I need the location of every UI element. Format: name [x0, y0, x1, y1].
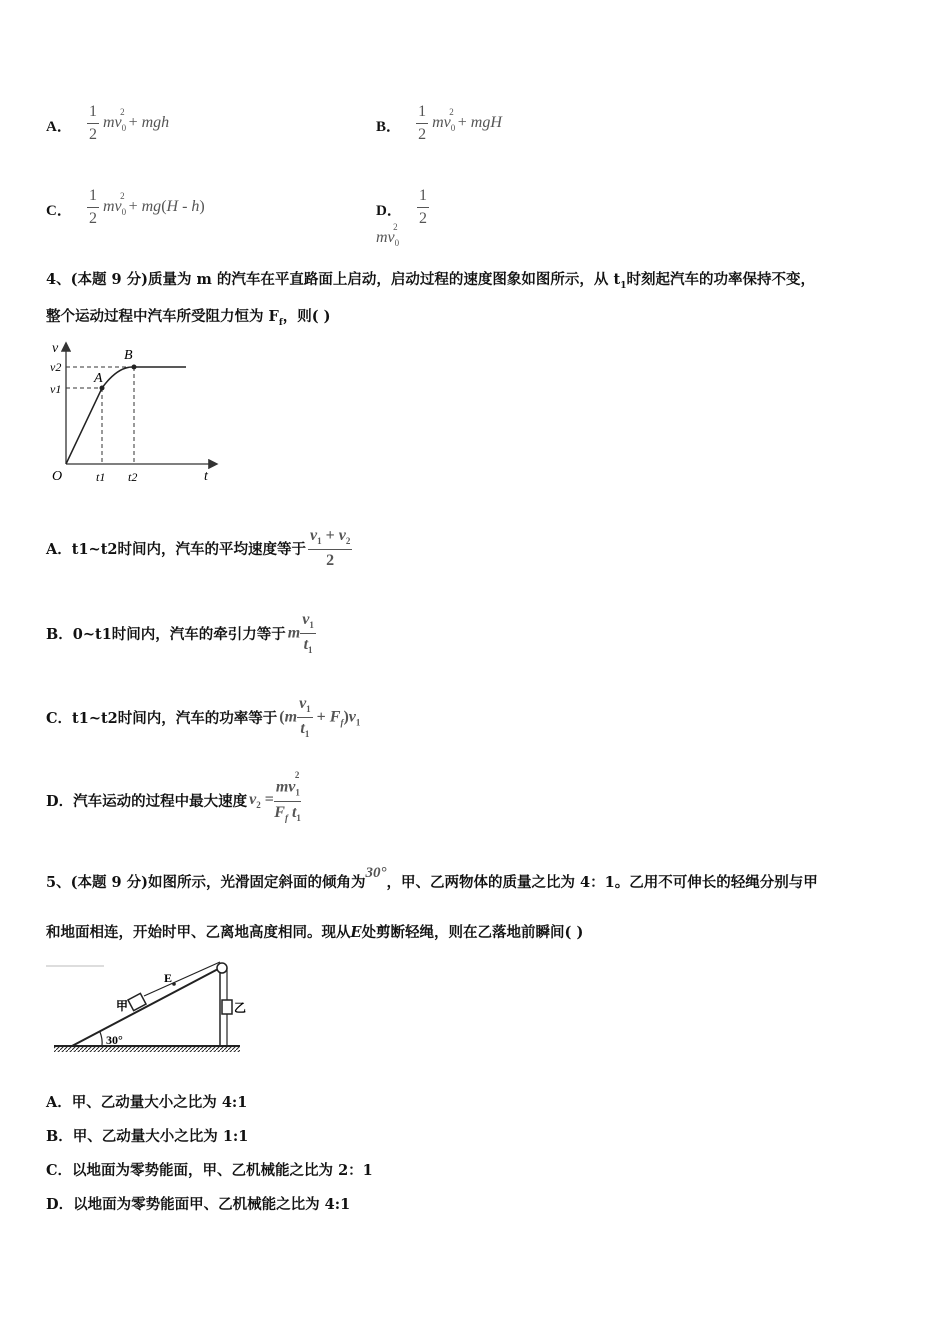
q4-stem-text-3: 整个运动过程中汽车所受阻力恒为 F — [46, 308, 279, 325]
q4-option-a-expr: $\frac{v_1 + v_2}{2}$ — [310, 527, 351, 570]
q3-option-a-expr: $\frac{1}{2}$ $mv_0^2$ + mgh — [88, 103, 170, 143]
q4-option-a[interactable] — [46, 528, 352, 569]
label-yi: 乙 — [234, 1001, 247, 1015]
q4-stem-sub-2: f — [278, 317, 283, 328]
y-axis-label: v — [52, 341, 59, 356]
q3-option-d-expr: $\frac{1}{2}$ $mv_0^2$ — [376, 187, 427, 249]
option-label: A． — [46, 1094, 72, 1111]
q5-option-c[interactable] — [46, 1159, 373, 1180]
q5-option-c-text: 以地面为零势能面，甲、乙机械能之比为 2：1 — [72, 1162, 373, 1179]
q5-option-d[interactable] — [46, 1193, 350, 1214]
q4-stem-text-4: ，则( ) — [282, 308, 331, 325]
q5-option-b-text: 甲、乙动量大小之比为 1:1 — [72, 1128, 249, 1145]
label-jia: 甲 — [116, 999, 129, 1013]
q5-incline-figure — [44, 958, 260, 1058]
q5-option-b[interactable] — [46, 1125, 248, 1146]
q4-option-a-text: t1~t2时间内，汽车的平均速度等于 — [71, 541, 306, 559]
q5-option-a-text: 甲、乙动量大小之比为 4:1 — [71, 1094, 248, 1111]
q5-stem-line2 — [46, 923, 583, 943]
q4-option-d-expr: $v_2$ = $\frac{mv_1^2}{F_f t_1}$ — [249, 770, 301, 823]
point-b-dot — [132, 365, 137, 370]
q5-stem-e: E — [350, 924, 362, 941]
option-label: A． — [46, 541, 72, 559]
point-a-label: A — [94, 371, 103, 386]
q4-vt-graph — [40, 336, 230, 488]
pulley — [217, 963, 227, 973]
point-e-dot — [172, 982, 176, 986]
option-label: D． — [46, 1196, 74, 1213]
q4-option-d[interactable] — [46, 770, 301, 823]
v2-label: v2 — [50, 360, 62, 374]
option-label: B． — [376, 119, 402, 136]
point-a-dot — [100, 386, 105, 391]
option-label: D． — [376, 203, 402, 220]
q4-stem-line1 — [46, 270, 815, 296]
q5-option-a[interactable] — [46, 1091, 247, 1112]
option-label: C． — [46, 203, 72, 220]
q4-option-d-text: 汽车运动的过程中最大速度 — [73, 792, 248, 810]
velocity-curve — [66, 367, 186, 464]
q4-stem-text: 4、(本题 9 分)质量为 m 的汽车在平直路面上启动，启动过程的速度图象如图所示，从 t — [46, 271, 621, 288]
option-label: C． — [46, 1162, 73, 1179]
q5-angle: 30° — [365, 865, 387, 881]
q3-option-b[interactable] — [376, 104, 502, 143]
option-label: D． — [46, 792, 74, 810]
x-axis-label: t — [204, 469, 208, 484]
origin-label: O — [52, 469, 63, 484]
option-label: A． — [46, 119, 72, 136]
q4-option-b-expr: m $\frac{v_1}{t_1}$ — [287, 611, 314, 656]
incline-surface — [72, 968, 220, 1046]
q4-option-b-text: 0~t1时间内，汽车的牵引力等于 — [72, 626, 286, 644]
q4-option-c-expr: (m $\frac{v_1}{t_1}$ + $F_f)v_1$ — [279, 695, 361, 740]
option-label: B． — [46, 626, 73, 644]
q5-stem-text: 5、(本题 9 分)如图所示，光滑固定斜面的倾角为 — [46, 874, 366, 891]
q4-stem-sub: 1 — [620, 280, 627, 291]
t1-label: t1 — [96, 470, 106, 484]
q5-stem-line1 — [46, 865, 818, 893]
option-label: C． — [46, 710, 73, 728]
q4-option-c[interactable] — [46, 696, 360, 739]
label-angle: 30° — [106, 1033, 123, 1047]
option-label: B． — [46, 1128, 73, 1145]
q5-stem-text-2: ，甲、乙两物体的质量之比为 4：1。乙用不可伸长的轻绳分别与甲 — [386, 874, 818, 891]
angle-arc — [100, 1032, 102, 1046]
q5-stem-text-4: 处剪断轻绳，则在乙落地前瞬间( ) — [361, 924, 584, 941]
q3-option-d[interactable] — [376, 188, 455, 248]
q5-stem-text-3: 和地面相连，开始时甲、乙离地高度相同。现从 — [46, 924, 351, 941]
q3-option-a[interactable] — [46, 104, 169, 143]
point-b-label: B — [124, 348, 133, 363]
q3-option-c[interactable] — [46, 188, 205, 227]
q5-option-d-text: 以地面为零势能面甲、乙机械能之比为 4:1 — [73, 1196, 351, 1213]
q4-stem-text-2: 时刻起汽车的功率保持不变， — [626, 271, 815, 288]
t2-label: t2 — [128, 470, 138, 484]
q3-option-c-expr: $\frac{1}{2}$ $mv_0^2 + mg(H - h)$ — [88, 187, 205, 227]
q4-option-c-text: t1~t2时间内，汽车的功率等于 — [72, 710, 278, 728]
rope-incline — [144, 962, 220, 996]
q4-stem-line2 — [46, 307, 331, 333]
q3-option-b-expr: $\frac{1}{2}$ $mv_0^2$ + mgH — [418, 103, 502, 143]
v1-label: v1 — [50, 382, 62, 396]
block-yi — [222, 1000, 232, 1014]
q4-option-b[interactable] — [46, 612, 316, 655]
label-e: E — [164, 971, 173, 985]
